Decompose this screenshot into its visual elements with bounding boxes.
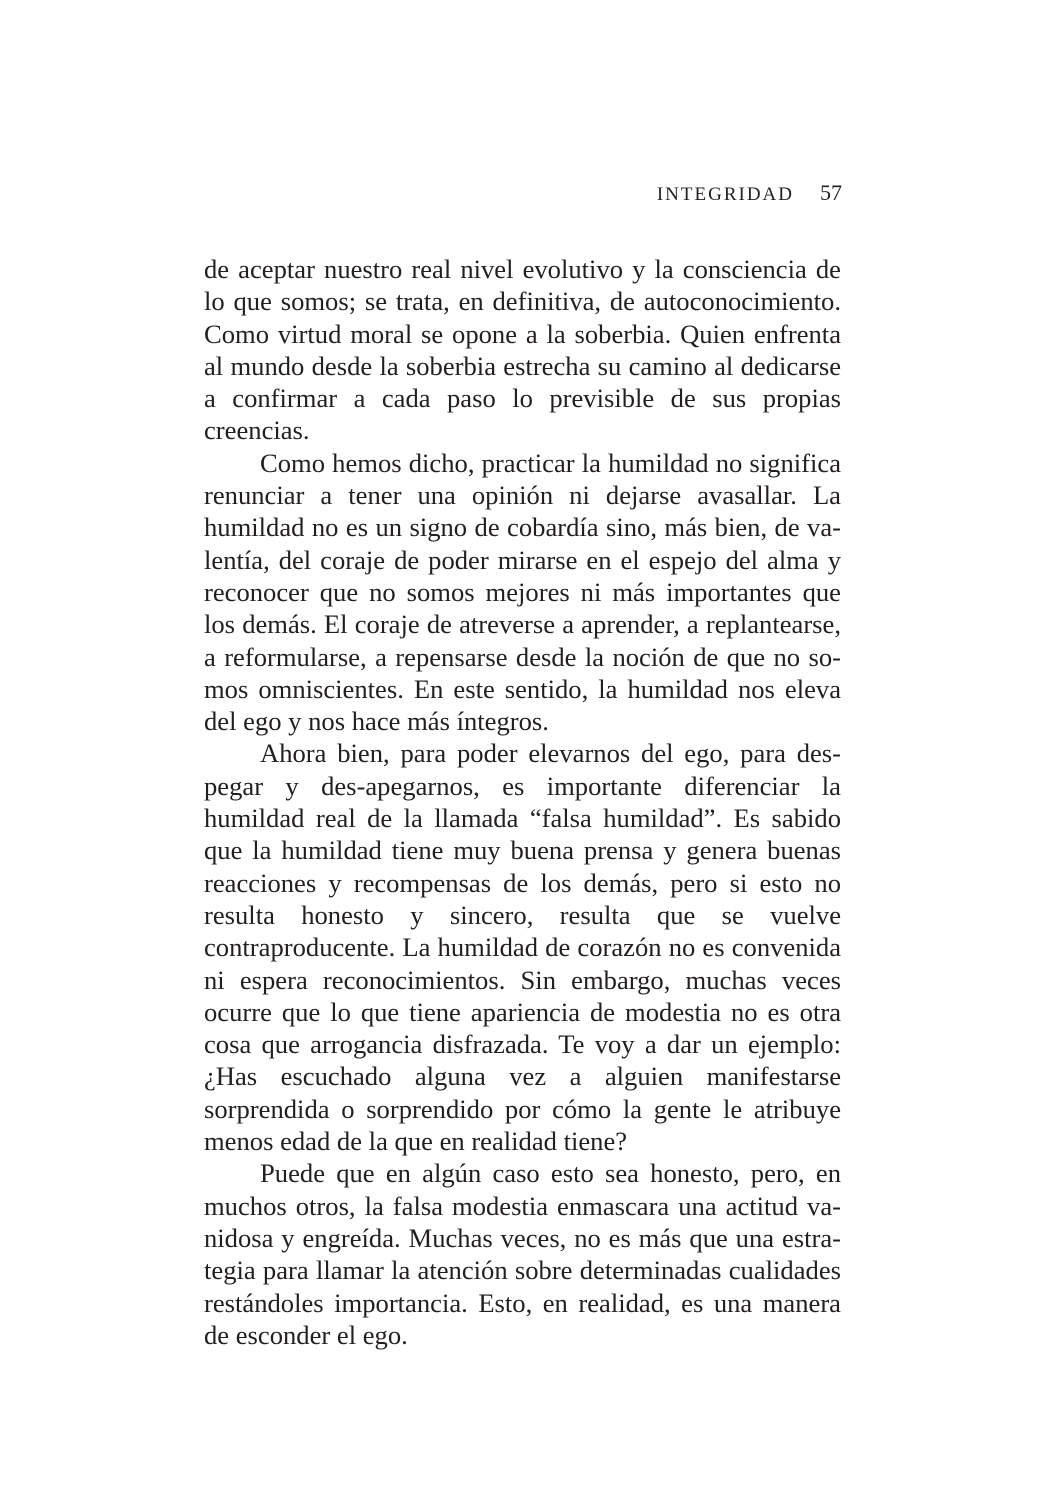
body-text: [204, 253, 841, 1351]
paragraph: Puede que en algún caso esto sea honesto, pero, en muchos otros, la falsa modestia enmascara una actitud vanidosa y engreída. Muchas veces, no es más que una estrategia para llamar la atención sobre determinadas cualidades restándoles importancia. Esto, en realidad, es una manera de esconder el ego.: [204, 1158, 841, 1350]
running-head: [600, 180, 842, 210]
paragraph: Como hemos dicho, practicar la humildad no significa renunciar a tener una opinión ni dejarse avasallar. La humildad no es un signo de cobardía sino, más bien, de valentía, del coraje de poder mirarse en el espejo del alma y reconocer que no somos mejores ni más importantes que los demás. El coraje de atreverse a aprender, a replantearse, a reformularse, a repensarse desde la noción de que no somos omniscientes. En este sentido, la humildad nos eleva del ego y nos hace más íntegros.: [204, 447, 841, 737]
page-number: 57: [820, 180, 842, 205]
paragraph: de aceptar nuestro real nivel evolutivo y la consciencia de lo que somos; se trata, en definitiva, de autoconocimiento. Como virtud moral se opone a la soberbia. Quien enfrenta al mundo desde la soberbia estrecha su camino al dedicarse a confirmar a cada paso lo previsible de sus propias creencias.: [204, 254, 841, 446]
paragraph: Ahora bien, para poder elevarnos del ego, para des-pegar y des-apegarnos, es importante diferenciar la humildad real de la llamada “falsa humildad”. Es sabido que la humildad tiene muy buena prensa y genera buenas reacciones y recompensas de los demás, pero si esto no resulta honesto y sincero, resulta que se vuelve contraproducente. La humildad de corazón no es convenida ni espera reconocimientos. Sin embargo, muchas veces ocurre que lo que tiene apariencia de modestia no es otra cosa que arrogancia disfrazada. Te voy a dar un ejemplo: ¿Has escuchado alguna vez a alguien manifestarse sorprendida o sorprendido por cómo la gente le atribuye menos edad de la que en realidad tiene?: [204, 738, 841, 1157]
running-title: INTEGRIDAD: [656, 184, 794, 205]
